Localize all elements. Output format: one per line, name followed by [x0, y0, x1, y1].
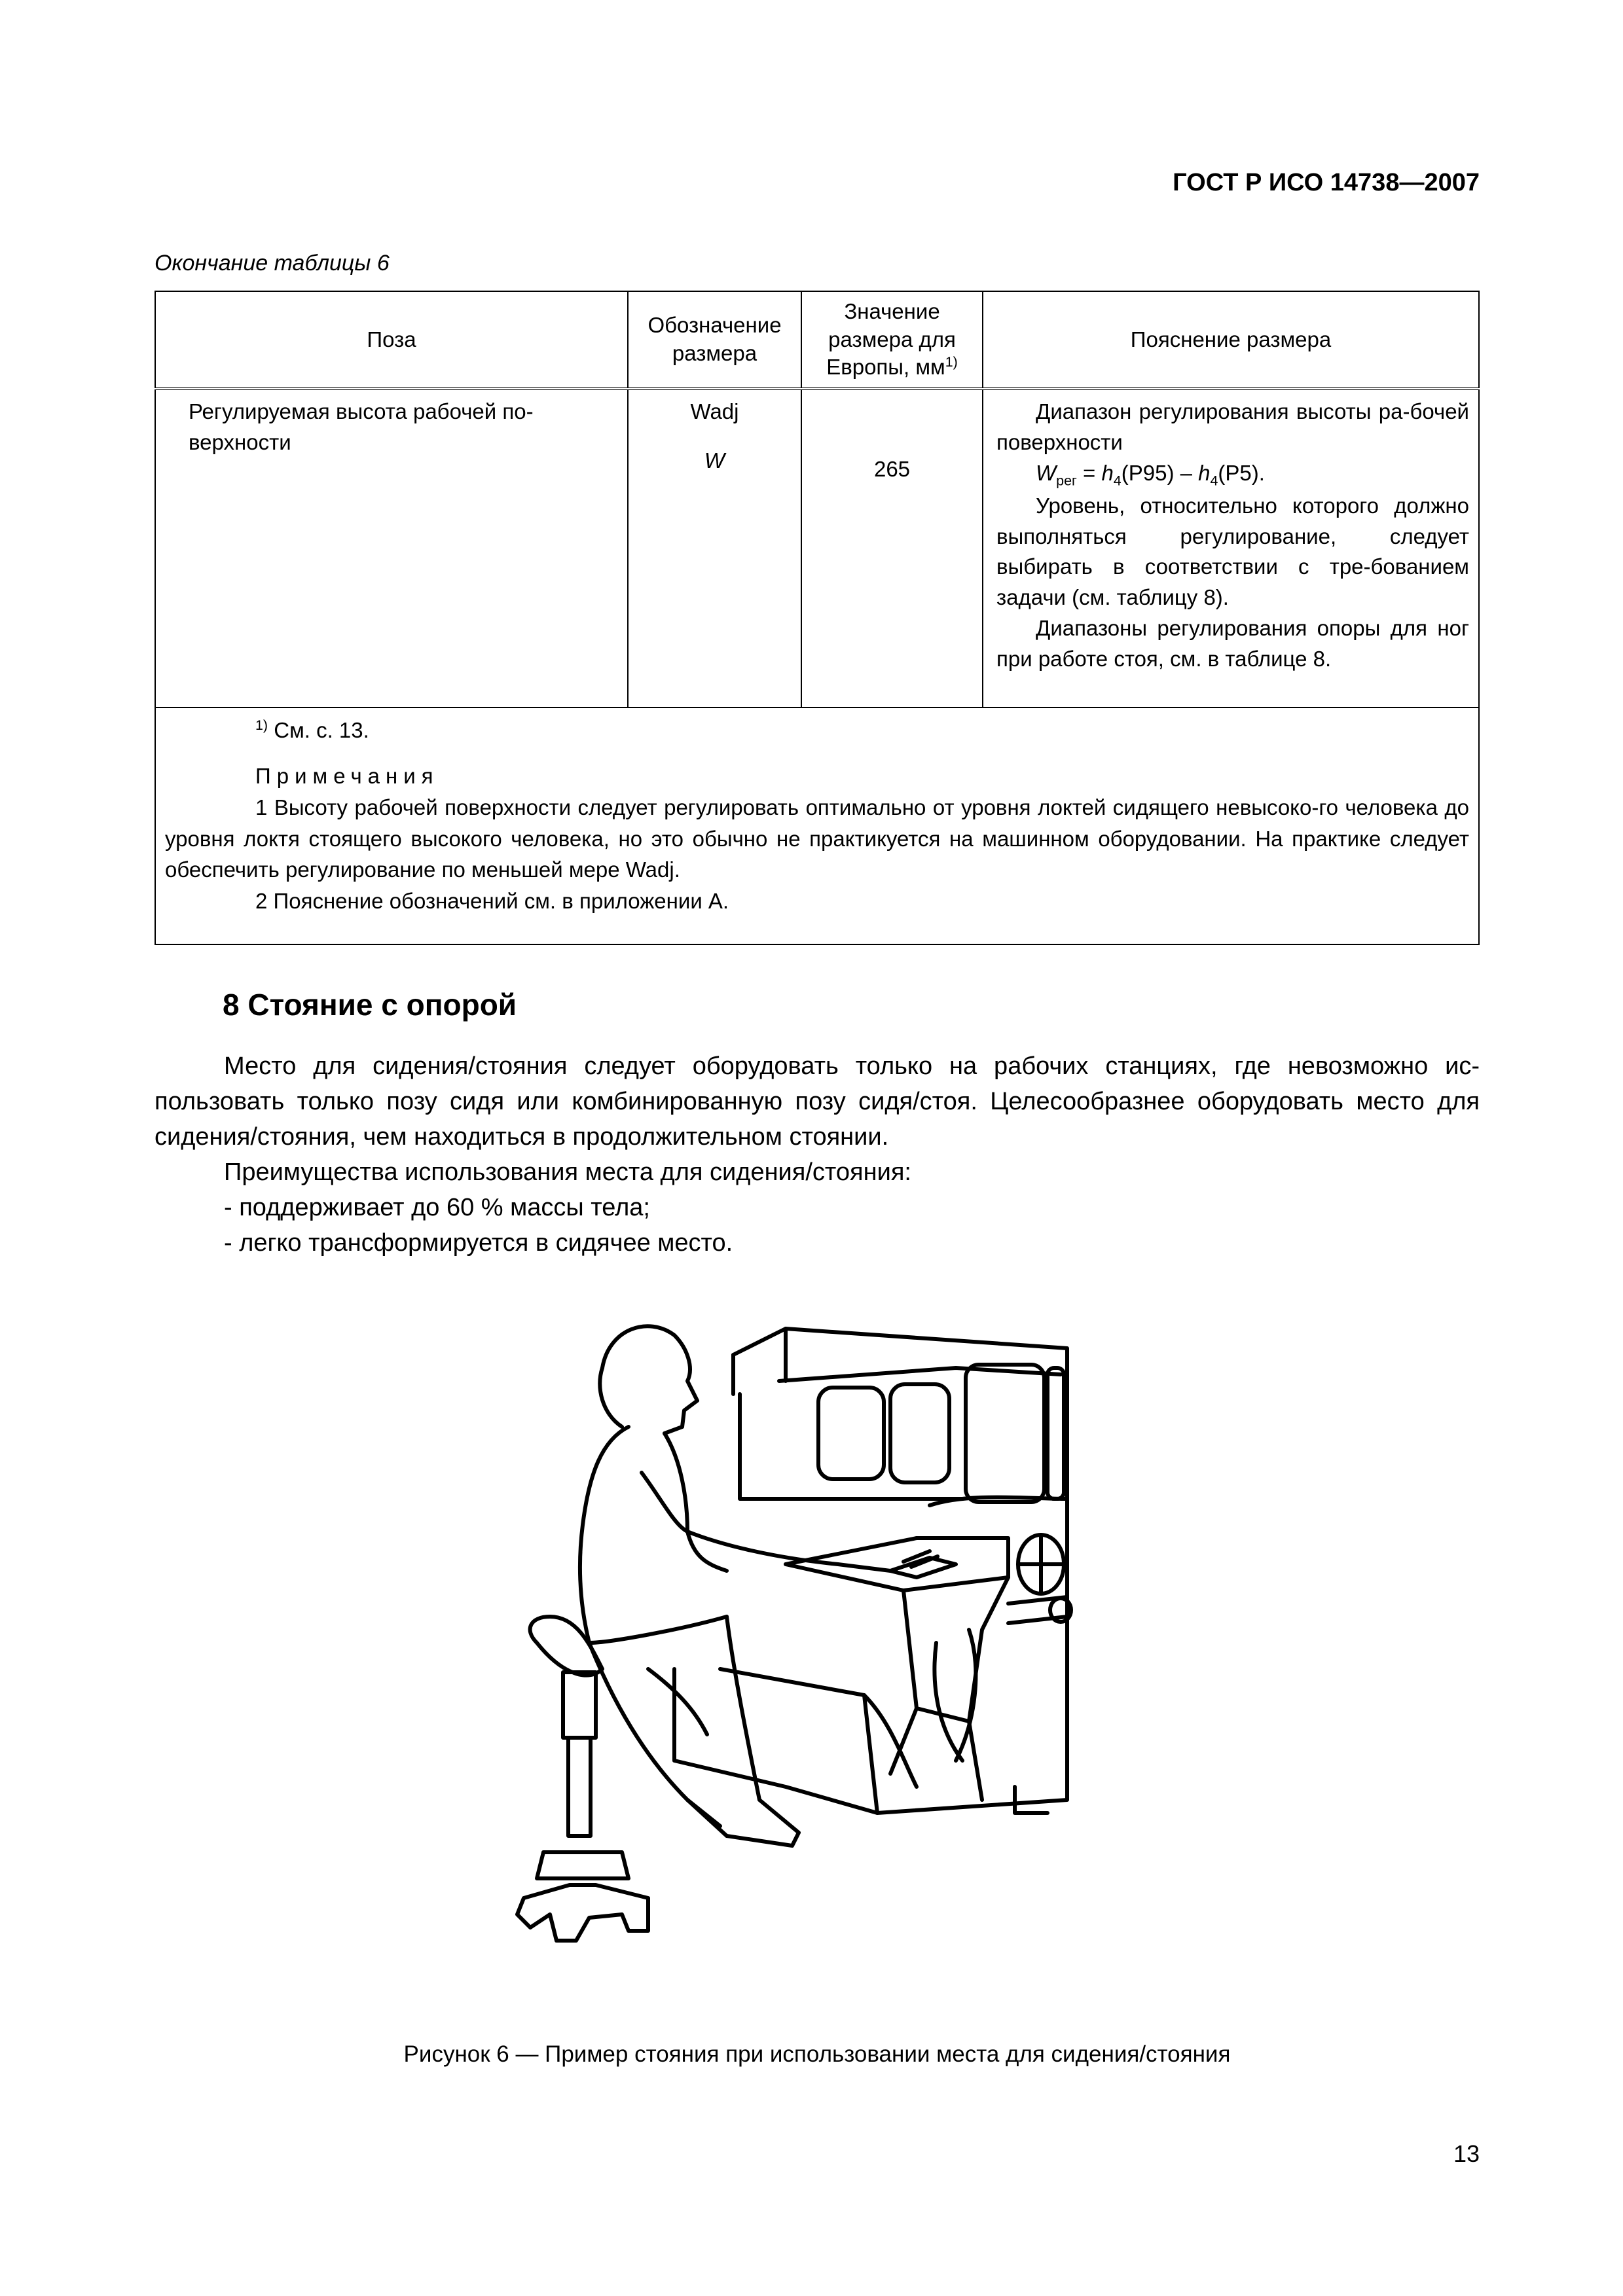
standard-header: ГОСТ Р ИСО 14738—2007 — [1173, 169, 1480, 196]
col-header-posture: Поза — [155, 291, 628, 389]
figure-illustration — [511, 1302, 1100, 2036]
paragraph-2: Преимущества использования места для сидения/стояния: — [224, 1158, 911, 1186]
section-title: 8 Стояние с опорой — [223, 988, 517, 1022]
col-header-designation: Обозначение размера — [628, 291, 801, 389]
notes-title: Примечания — [255, 763, 439, 788]
page-number: 13 — [1453, 2140, 1480, 2167]
expl-line3: Диапазоны регулирования опоры для ног при работе стоя, см. в таблице 8. — [996, 616, 1469, 672]
machine-drawing — [674, 1329, 1071, 1813]
table-6 — [155, 291, 1480, 945]
col-header-explanation: Пояснение размера — [983, 291, 1479, 389]
cell-posture: Регулируемая высота рабочей по-верхности — [155, 389, 628, 708]
figure-caption: Рисунок 6 — Пример стояния при использовании места для сидения/стояния — [403, 2041, 1231, 2067]
person-drawing — [580, 1326, 890, 1846]
note-1: 1 Высоту рабочей поверхности следует регулировать оптимально от уровня локтей сидящего невысоко-го человека до уровня локтя стоящего высокого человека, но это обычно не практикуется на машинном оборудовании. На практике следует обеспечить регулирование по меньшей мере Wadj. — [165, 795, 1469, 882]
designation-wadj: Wadj — [690, 399, 739, 423]
paragraph-1: Место для сидения/стояния следует оборудовать только на рабочих станциях, где невозможно ис-пользовать только позу сидя или комбинированную позу сидя/стоя. Целесообразнее оборудовать место для сидения/стояния, чем находиться в продолжительном стоянии. — [155, 1052, 1480, 1151]
expl-line2: Уровень, относительно которого должно выполняться регулирование, следует выбирать в соответствии с тре-бованием задачи (см. таблицу 8). — [996, 493, 1469, 610]
table-footer — [155, 708, 1479, 944]
designation-symbol: W — [704, 448, 725, 473]
table-caption: Окончание таблицы 6 — [155, 251, 390, 276]
cell-value — [801, 389, 983, 708]
stool-drawing — [517, 1617, 648, 1941]
list-item-2: - легко трансформируется в сидячее место. — [224, 1229, 733, 1257]
cell-explanation — [983, 389, 1479, 708]
cell-designation — [628, 389, 801, 708]
col-header-value: Значение размера для Европы, $мм^{1)}$ — [801, 291, 983, 389]
note-2: 2 Пояснение обозначений см. в приложении А. — [255, 889, 729, 914]
list-item-1: - поддерживает до 60 % массы тела; — [224, 1194, 650, 1221]
expl-line1: Диапазон регулирования высоты ра-бочей поверхности — [996, 399, 1469, 454]
section-body — [155, 1049, 1480, 1261]
value-265: 265 — [873, 457, 911, 481]
footnote: $^{1)}$ См. с. 13. — [255, 717, 369, 742]
expl-formula: $W_{рег} = h_4(P95) - h_4(P5)$. — [1036, 460, 1265, 489]
